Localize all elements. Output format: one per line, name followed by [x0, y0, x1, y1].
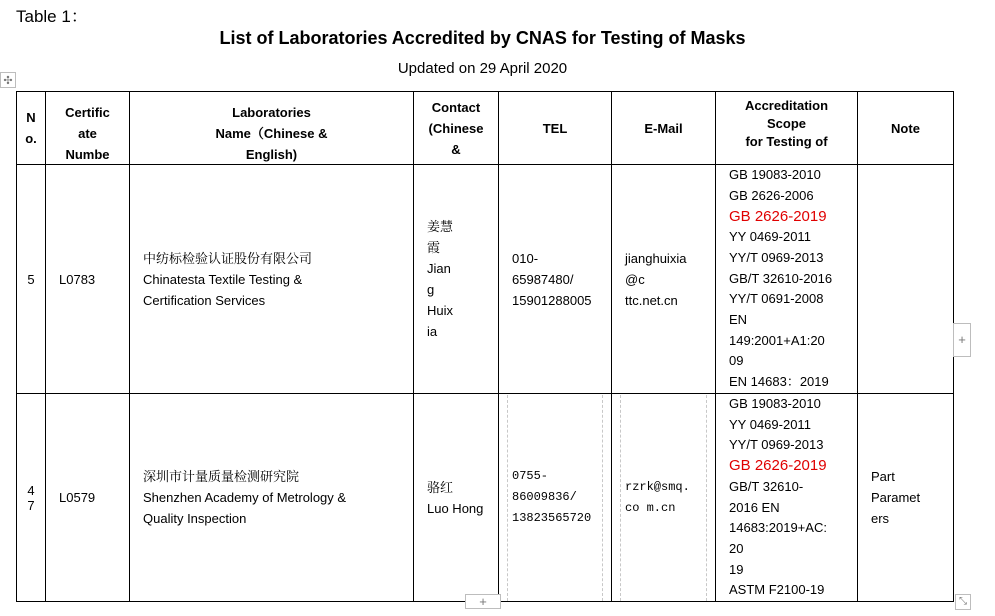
- text-line: 15901288005: [512, 292, 592, 308]
- text-line: rzrk@smq.: [625, 479, 690, 494]
- text-line: N: [26, 110, 36, 125]
- table-row: [17, 165, 954, 394]
- cell-certificate[interactable]: [46, 165, 130, 394]
- text-line: 骆红: [427, 479, 454, 495]
- scope-standard: YY/T 0969-2013: [729, 437, 824, 453]
- table-resize-icon[interactable]: ⤡: [955, 594, 971, 610]
- text-line: Accreditation: [744, 98, 829, 113]
- text-line: for Testing of: [745, 134, 828, 149]
- text-line: @c: [625, 271, 645, 287]
- scope-standard: YY/T 0691-2008: [729, 291, 824, 307]
- text-line: Part: [871, 469, 895, 485]
- cell-tel[interactable]: [499, 394, 612, 602]
- certificate-number: L0579: [59, 490, 96, 506]
- cell-laboratory[interactable]: [130, 165, 414, 394]
- scope-standard: 20: [729, 540, 744, 556]
- header-accreditation-scope[interactable]: [716, 92, 858, 165]
- text-line: 4: [27, 482, 35, 498]
- add-row-button[interactable]: +: [465, 594, 501, 609]
- header-note[interactable]: [858, 92, 954, 165]
- document-title: List of Laboratories Accredited by CNAS for Testing of Masks: [219, 28, 746, 48]
- text-line: Luo Hong: [427, 500, 484, 516]
- cell-tel[interactable]: [499, 165, 612, 394]
- laboratory-name: [130, 248, 413, 311]
- text-line: jianghuixia: [625, 250, 687, 266]
- scope-standard: GB 19083-2010: [729, 167, 821, 183]
- text-line: ers: [871, 511, 890, 527]
- telephone: [508, 466, 591, 529]
- header-tel[interactable]: [499, 92, 612, 165]
- scope-standard: GB/T 32610-: [729, 478, 804, 494]
- header-contact-text: [414, 97, 498, 159]
- text-line: Certific: [65, 105, 110, 120]
- text-line: English): [245, 147, 298, 162]
- cell-email[interactable]: [612, 165, 716, 394]
- scope-standard: GB 2626-2019: [729, 207, 827, 225]
- cell-certificate[interactable]: [46, 394, 130, 602]
- scope-standard: YY 0469-2011: [729, 229, 811, 245]
- text-line: Shenzhen Academy of Metrology &: [143, 490, 347, 506]
- header-note-text: Note: [891, 120, 920, 136]
- scope-standard: GB/T 32610-2016: [729, 270, 833, 286]
- text-line: 7: [27, 497, 35, 513]
- text-line: 中纺标检验认证股份有限公司: [143, 250, 313, 266]
- text-line: 深圳市计量质量检测研究院: [143, 469, 300, 485]
- add-column-button[interactable]: +: [953, 323, 971, 357]
- cell-note[interactable]: [858, 394, 954, 602]
- header-laboratory-name[interactable]: [130, 92, 414, 165]
- laboratory-table: [16, 91, 954, 602]
- text-line: 86009836/: [512, 490, 577, 505]
- text-line: Paramet: [871, 490, 921, 506]
- scope-standard: 149:2001+A1:20: [729, 332, 825, 348]
- scope-standard: 19: [729, 561, 744, 577]
- header-tel-text: TEL: [542, 120, 568, 136]
- header-contact[interactable]: [414, 92, 499, 165]
- scope-standard: 14683:2019+AC:: [729, 520, 827, 536]
- scope-standard: YY 0469-2011: [729, 416, 811, 432]
- contact-name: [414, 216, 498, 342]
- scope-standard: GB 2626-2006: [729, 187, 814, 203]
- text-line: ate: [78, 126, 97, 141]
- row-no-text: [17, 272, 45, 287]
- text-line: 0755-: [512, 469, 549, 484]
- text-line: Name（Chinese &: [215, 126, 328, 141]
- header-laboratory-text: [130, 102, 413, 164]
- row-no-text: [17, 483, 45, 513]
- text-line: Huix: [427, 303, 454, 318]
- document-subtitle: Updated on 29 April 2020: [397, 60, 568, 77]
- scope-list: [716, 165, 857, 393]
- note-text: [858, 466, 953, 529]
- header-email[interactable]: [612, 92, 716, 165]
- telephone: [499, 248, 611, 311]
- scope-standard: EN: [729, 312, 748, 328]
- text-line: Numbe: [65, 147, 110, 162]
- text-line: Chinatesta Textile Testing &: [143, 271, 303, 287]
- scope-standard: 2016 EN: [729, 499, 780, 515]
- cell-no[interactable]: [17, 165, 46, 394]
- text-line: 010-: [512, 250, 539, 266]
- cell-no[interactable]: [17, 394, 46, 602]
- scope-list: [716, 394, 857, 601]
- text-line: o.: [25, 131, 37, 146]
- text-line: Jian: [427, 261, 451, 276]
- contact-name: [414, 477, 498, 519]
- text-line: 5: [27, 271, 35, 287]
- cell-scope[interactable]: [716, 394, 858, 602]
- cell-contact[interactable]: [414, 165, 499, 394]
- text-line: Quality Inspection: [143, 511, 247, 527]
- text-line: Contact: [431, 100, 481, 115]
- text-line: co m.cn: [625, 500, 676, 515]
- header-no[interactable]: [17, 92, 46, 165]
- text-line: ia: [427, 324, 438, 339]
- cell-note[interactable]: [858, 165, 954, 394]
- table-caption: Table 1：: [16, 7, 88, 26]
- cell-scope[interactable]: [716, 165, 858, 394]
- certificate-number: L0783: [59, 271, 96, 287]
- header-row: [17, 92, 954, 165]
- text-line: Certification Services: [143, 292, 266, 308]
- header-certificate-number[interactable]: [46, 92, 130, 165]
- email-address: [612, 248, 715, 311]
- text-line: g: [427, 282, 435, 297]
- cell-email[interactable]: [612, 394, 716, 602]
- header-scope-text: [716, 97, 857, 151]
- cell-contact[interactable]: [414, 394, 499, 602]
- text-line: &: [451, 142, 461, 157]
- table-row: [17, 394, 954, 602]
- header-certificate-text: [46, 102, 129, 164]
- text-line: 姜慧: [427, 219, 454, 234]
- email-address: [621, 477, 690, 519]
- scope-standard: 09: [729, 353, 744, 369]
- text-line: ttc.net.cn: [625, 292, 678, 308]
- table-move-handle-icon[interactable]: ✣: [0, 72, 16, 88]
- text-line: Scope: [766, 116, 806, 131]
- text-line: 13823565720: [512, 511, 592, 526]
- header-email-text: E-Mail: [644, 120, 683, 136]
- scope-standard: YY/T 0969-2013: [729, 249, 824, 265]
- scope-standard: GB 2626-2019: [729, 457, 827, 475]
- laboratory-name: [130, 466, 413, 529]
- text-line: 霞: [427, 240, 441, 255]
- scope-standard: ASTM F2100-19: [729, 582, 825, 598]
- text-line: (Chinese: [428, 121, 484, 136]
- text-line: 65987480/: [512, 271, 574, 287]
- text-line: Laboratories: [232, 105, 311, 120]
- cell-laboratory[interactable]: [130, 394, 414, 602]
- scope-standard: EN 14683：2019: [729, 374, 829, 390]
- header-no-text: [25, 107, 37, 149]
- scope-standard: GB 19083-2010: [729, 396, 821, 411]
